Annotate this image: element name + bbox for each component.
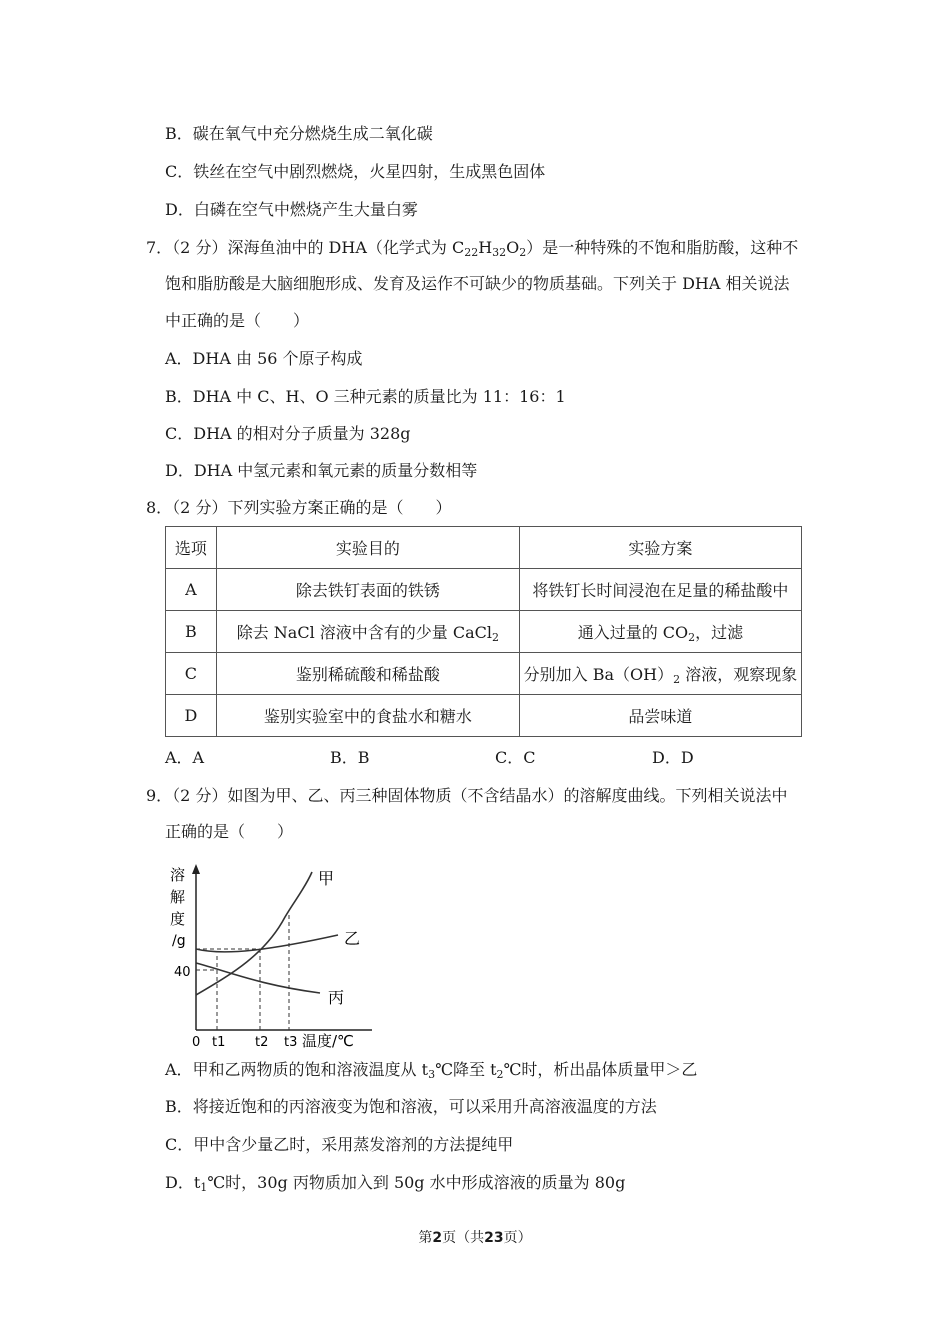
- y-axis-arrow: [192, 864, 200, 874]
- x-tick-label: t1: [212, 1035, 226, 1050]
- x-tick-label: 0: [192, 1035, 201, 1050]
- table-cell: C: [166, 653, 217, 695]
- q9-option-b: B．将接近饱和的丙溶液变为饱和溶液，可以采用升高溶液温度的方法: [165, 1097, 657, 1116]
- table-cell: 分别加入 $Ba(OH)_2$ 溶液，观察现象: [519, 653, 801, 695]
- solubility-chart: [160, 860, 390, 1052]
- q6-option-b: B．碳在氧气中充分燃烧生成二氧化碳: [165, 124, 433, 143]
- q7-option-a: A．DHA 由 56 个原子构成: [165, 349, 363, 368]
- table-cell: 将铁钉长时间浸泡在足量的稀盐酸中: [519, 569, 801, 611]
- q6-option-d: D．白磷在空气中燃烧产生大量白雾: [165, 200, 418, 219]
- table-cell: 通入过量的 $CO_2$，过滤: [519, 611, 801, 653]
- q7-stem-line1: 7．（2 分）深海鱼油中的 DHA（化学式为 $C_{22}H_{32}O_2$）是一种特殊的不饱和脂肪酸，这种不: [146, 238, 799, 259]
- y-tick-label: 40: [174, 965, 191, 980]
- series-label-bing: 丙: [328, 988, 345, 1007]
- q8-answer-b: B．B: [330, 748, 370, 767]
- q8-answer-a: A．A: [165, 748, 205, 767]
- q9-option-a: A．甲和乙两物质的饱和溶液温度从 $t_3℃$降至 $t_2℃$时，析出晶体质量甲＞乙: [165, 1060, 698, 1081]
- q9-option-c: C．甲中含少量乙时，采用蒸发溶剂的方法提纯甲: [165, 1135, 514, 1154]
- q7-option-b: B．DHA 中 C、H、O 三种元素的质量比为 11：16：1: [165, 387, 566, 406]
- q7-option-d: D．DHA 中氢元素和氧元素的质量分数相等: [165, 461, 478, 480]
- page-footer: 第2页（共23页）: [418, 1230, 532, 1246]
- y-label-char: 度: [170, 910, 186, 928]
- table-row: [166, 653, 802, 695]
- table-cell: 除去 NaCl 溶液中含有的少量 CaCl$_2$: [216, 611, 519, 653]
- y-label-char: 解: [170, 888, 186, 906]
- table-cell: D: [166, 695, 217, 737]
- q9-option-d: D．$t_1℃$时，30g 丙物质加入到 50g 水中形成溶液的质量为 80g: [165, 1173, 626, 1194]
- q8-answer-c: C．C: [495, 748, 536, 767]
- table-row: [166, 569, 802, 611]
- series-label-yi: 乙: [344, 929, 361, 948]
- series-line-bing: [196, 963, 320, 993]
- table-header-row: [166, 527, 802, 569]
- q8-answer-d: D．D: [652, 748, 694, 767]
- q9-stem-line2: 正确的是（ ）: [165, 822, 294, 841]
- q7-stem-line3: 中正确的是（ ）: [165, 311, 310, 330]
- series-line-jia: [196, 872, 312, 995]
- y-label-char: /g: [172, 933, 186, 949]
- table-header: 选项: [166, 527, 217, 569]
- table-cell: 鉴别稀硫酸和稀盐酸: [216, 653, 519, 695]
- table-header: 实验方案: [519, 527, 801, 569]
- q9-stem-line1: 9．（2 分）如图为甲、乙、丙三种固体物质（不含结晶水）的溶解度曲线。下列相关说法中: [146, 786, 788, 805]
- y-label-char: 溶: [170, 866, 186, 884]
- table-header: 实验目的: [216, 527, 519, 569]
- table-row: [166, 695, 802, 737]
- q6-option-c: C．铁丝在空气中剧烈燃烧，火星四射，生成黑色固体: [165, 162, 546, 181]
- q7-option-c: C．DHA 的相对分子质量为 328g: [165, 424, 411, 443]
- x-axis-label: 温度/℃: [302, 1032, 354, 1050]
- experiment-table: [165, 526, 802, 737]
- series-label-jia: 甲: [318, 869, 335, 888]
- x-tick-label: t3: [284, 1035, 298, 1050]
- table-cell: 品尝味道: [519, 695, 801, 737]
- table-row: [166, 611, 802, 653]
- table-cell: 鉴别实验室中的食盐水和糖水: [216, 695, 519, 737]
- q7-stem-line2: 饱和脂肪酸是大脑细胞形成、发育及运作不可缺少的物质基础。下列关于 DHA 相关说法: [165, 274, 790, 293]
- table-cell: 除去铁钉表面的铁锈: [216, 569, 519, 611]
- x-tick-label: t2: [255, 1035, 269, 1050]
- q8-stem: 8．（2 分）下列实验方案正确的是（ ）: [146, 498, 452, 517]
- table-cell: B: [166, 611, 217, 653]
- table-cell: A: [166, 569, 217, 611]
